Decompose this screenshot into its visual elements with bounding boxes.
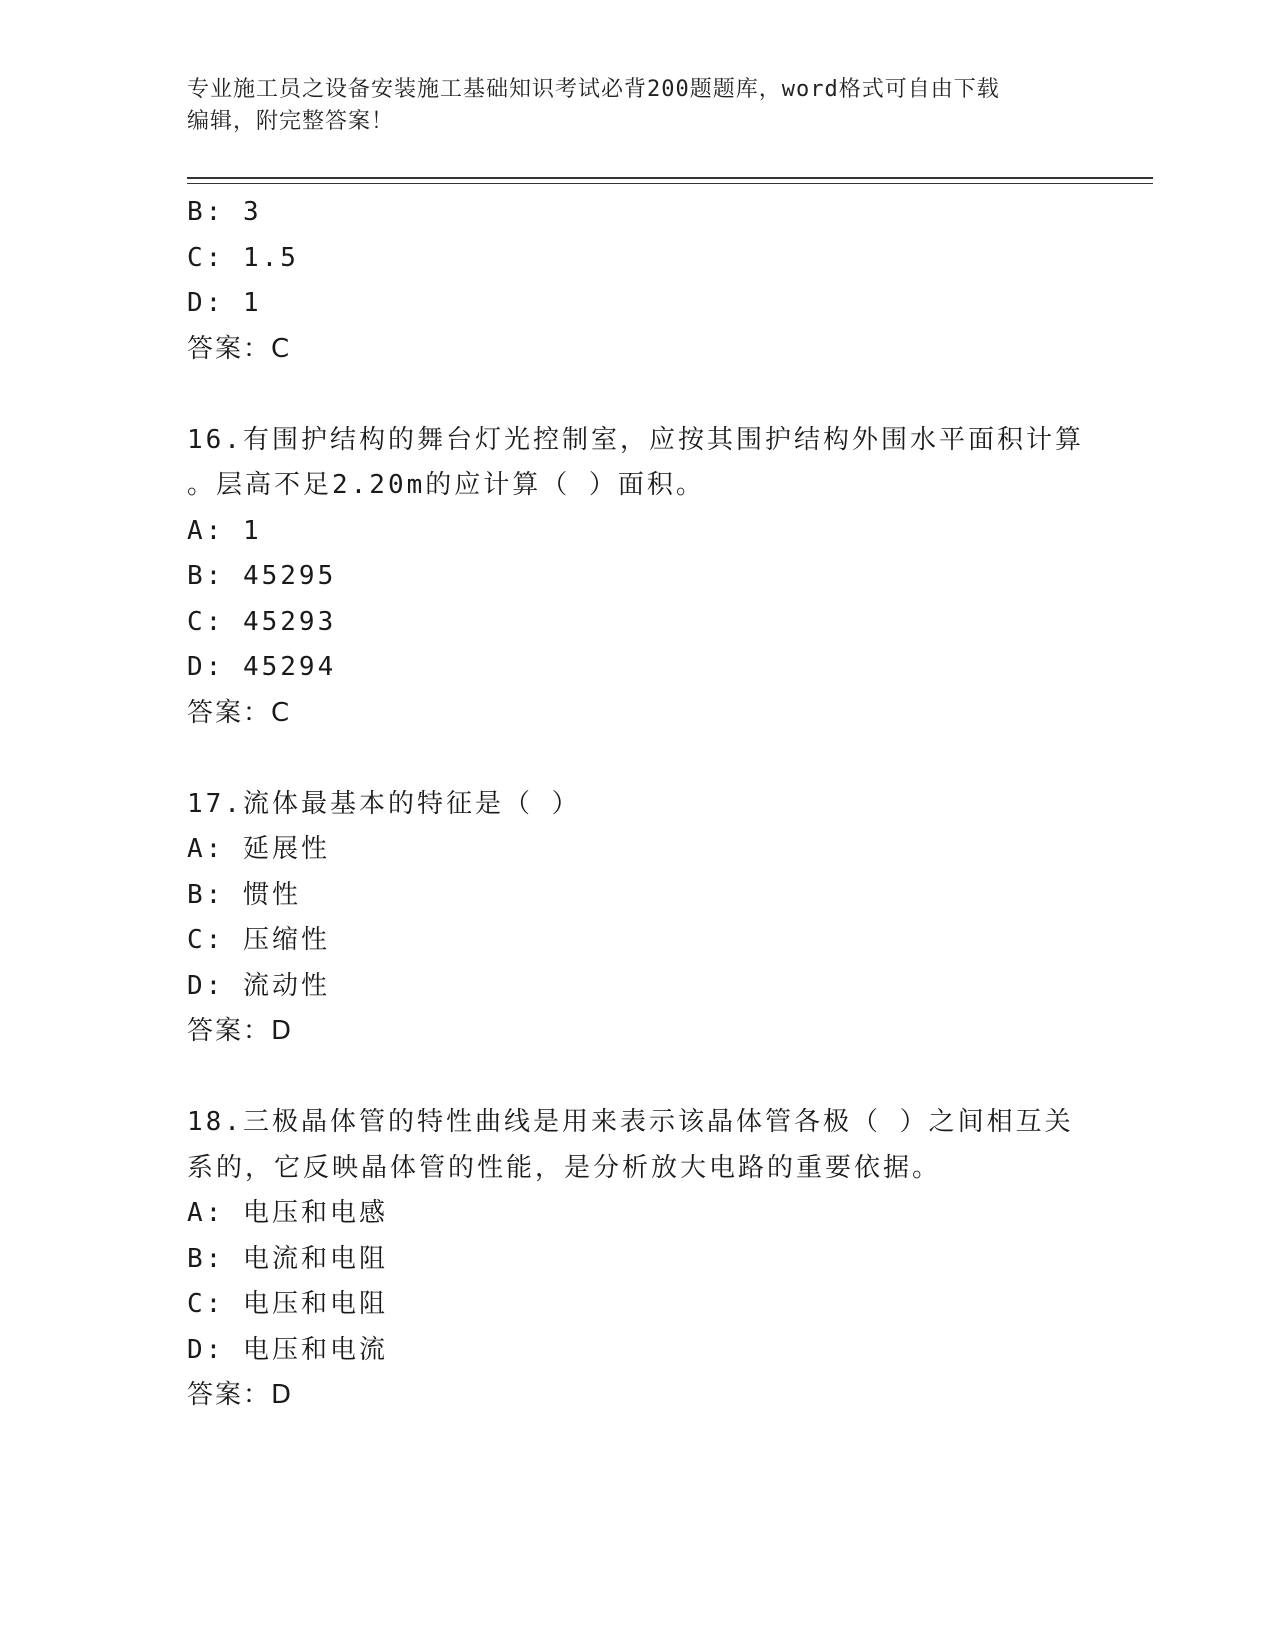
question-stem: 17.流体最基本的特征是（ ）	[187, 788, 581, 819]
question-stem: 18.三极晶体管的特性曲线是用来表示该晶体管各极（ ）之间相互关	[187, 1107, 1074, 1137]
question-18-block	[187, 1100, 1107, 1419]
spacer	[187, 372, 1107, 418]
question-stem: 16.有围护结构的舞台灯光控制室，应按其围护结构外围水平面积计算	[187, 424, 1084, 455]
answer-line: 答案：C	[187, 697, 292, 728]
answer-line: 答案：C	[187, 333, 292, 364]
option-a: A: 电压和电感	[187, 1198, 388, 1228]
answer-line: 答案：D	[187, 1016, 294, 1046]
option-c: C: 1.5	[187, 242, 299, 273]
option-b: B: 45295	[187, 561, 337, 591]
answer-line: 答案：D	[187, 1380, 294, 1410]
question-16-block	[187, 418, 1107, 737]
option-d: D: 流动性	[187, 970, 330, 1001]
question-stem: 系的，它反映晶体管的性能，是分析放大电路的重要依据。	[187, 1152, 942, 1183]
option-d: D: 45294	[187, 652, 337, 682]
question-stem: 。层高不足2.20m的应计算（ ）面积。	[187, 470, 705, 500]
option-c: C: 电压和电阻	[187, 1289, 388, 1319]
header-rule-thick	[187, 177, 1153, 179]
option-a: A: 1	[187, 515, 262, 546]
spacer	[187, 1055, 1107, 1101]
question-list	[187, 190, 1107, 1419]
question-17-block	[187, 782, 1107, 1055]
spacer	[187, 736, 1107, 782]
header-line-1: 专业施工员之设备安装施工基础知识考试必背200题题库，word格式可自由下载	[187, 77, 1000, 102]
option-b: B: 电流和电阻	[187, 1243, 388, 1274]
option-b: B: 3	[187, 197, 262, 227]
option-d: D: 1	[187, 288, 262, 318]
option-b: B: 惯性	[187, 879, 301, 910]
header-line-2: 编辑，附完整答案！	[187, 109, 395, 134]
prev-question-block	[187, 190, 1107, 372]
option-a: A: 延展性	[187, 834, 330, 864]
page-header	[187, 74, 1087, 138]
option-c: C: 45293	[187, 606, 337, 637]
header-rule-thin	[187, 183, 1153, 184]
option-c: C: 压缩性	[187, 925, 330, 955]
option-d: D: 电压和电流	[187, 1334, 388, 1365]
